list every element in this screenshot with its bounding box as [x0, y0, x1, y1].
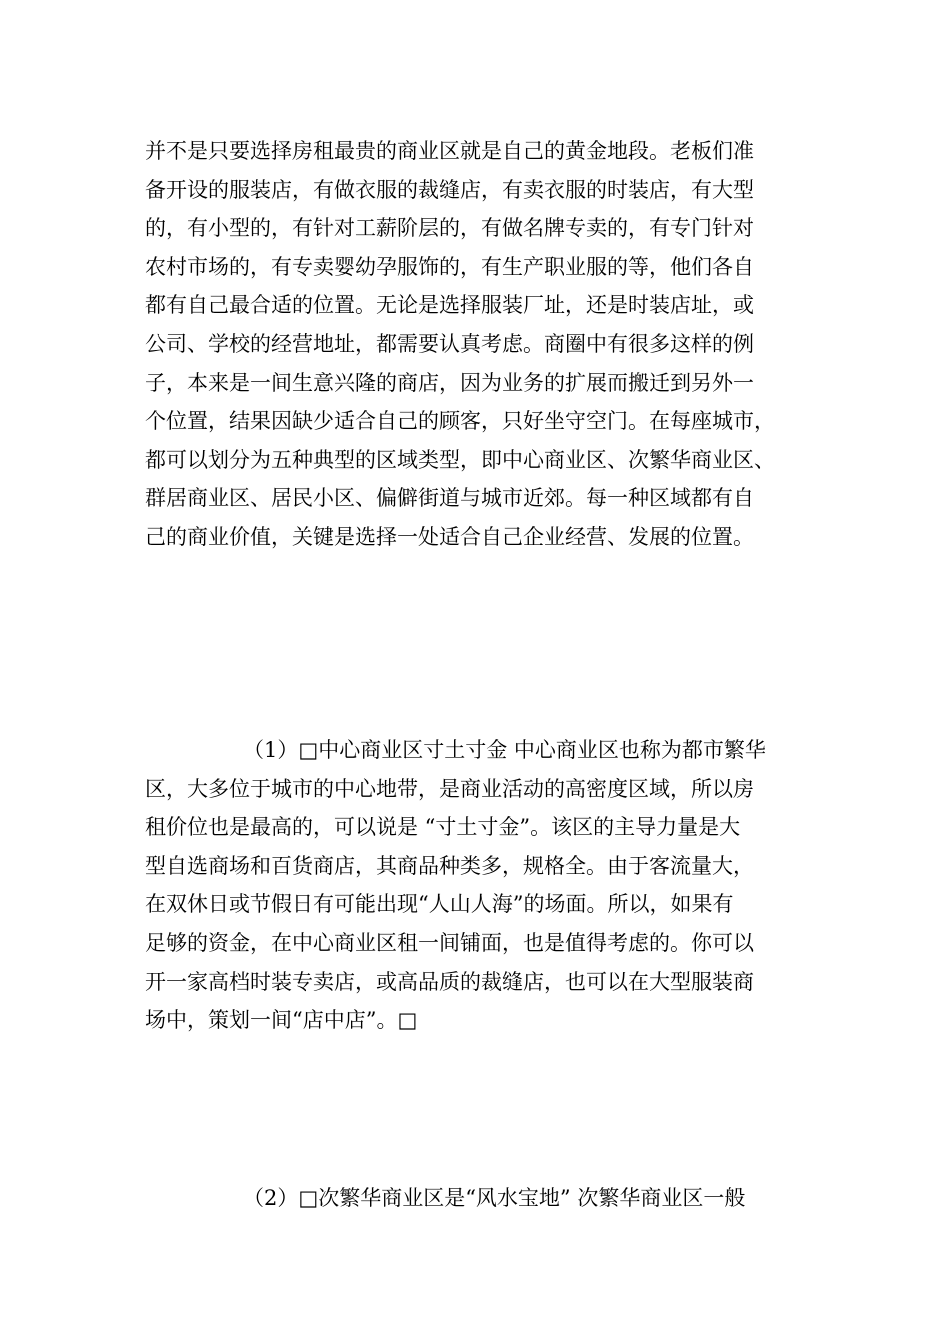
text-line: 个位置，结果因缺少适合自己的顾客，只好坐守空门。在每座城市，	[145, 409, 775, 434]
text-line: 群居商业区、居民小区、偏僻街道与城市近郊。每一种区域都有自	[145, 486, 754, 511]
text-line: 场中，策划一间“店中店”。□	[145, 1008, 418, 1033]
text-line: 备开设的服装店，有做衣服的裁缝店，有卖衣服的时装店，有大型	[145, 177, 754, 202]
text-line: 都有自己最合适的位置。无论是选择服装厂址，还是时装店址，或	[145, 293, 754, 318]
text-line: 租价位也是最高的，可以说是 “寸土寸金”。该区的主导力量是大	[145, 815, 741, 840]
text-line: 公司、学校的经营地址，都需要认真考虑。商圈中有很多这样的例	[145, 331, 754, 356]
text-line: 子，本来是一间生意兴隆的商店，因为业务的扩展而搬迁到另外一	[145, 370, 754, 395]
text-line: 己的商业价值，关键是选择一处适合自己企业经营、发展的位置。	[145, 524, 754, 549]
paragraph-section-2	[145, 1179, 810, 1218]
paragraph-section-1	[145, 731, 810, 1040]
text-line: 并不是只要选择房租最贵的商业区就是自己的黄金地段。老板们准	[145, 139, 754, 163]
text-line: 的，有小型的，有针对工薪阶层的，有做名牌专卖的，有专门针对	[145, 216, 754, 241]
section-heading-line: （2）□次繁华商业区是“风水宝地” 次繁华商业区一般	[243, 1186, 746, 1210]
text-line: 开一家高档时装专卖店，或高品质的裁缝店，也可以在大型服装商	[145, 969, 754, 994]
text-line: 都可以划分为五种典型的区域类型，即中心商业区、次繁华商业区、	[145, 447, 775, 472]
text-line: 型自选商场和百货商店，其商品种类多，规格全。由于客流量大，	[145, 853, 754, 878]
text-line: 农村市场的，有专卖婴幼孕服饰的，有生产职业服的等，他们各自	[145, 254, 754, 279]
text-line: 在双休日或节假日有可能出现“人山人海”的场面。所以，如果有	[145, 892, 734, 917]
section-heading-line: （1）□中心商业区寸土寸金 中心商业区也称为都市繁华	[243, 738, 766, 762]
text-line: 区，大多位于城市的中心地带，是商业活动的高密度区域，所以房	[145, 776, 754, 801]
paragraph-intro	[145, 132, 810, 557]
text-line: 足够的资金，在中心商业区租一间铺面，也是值得考虑的。你可以	[145, 930, 754, 955]
